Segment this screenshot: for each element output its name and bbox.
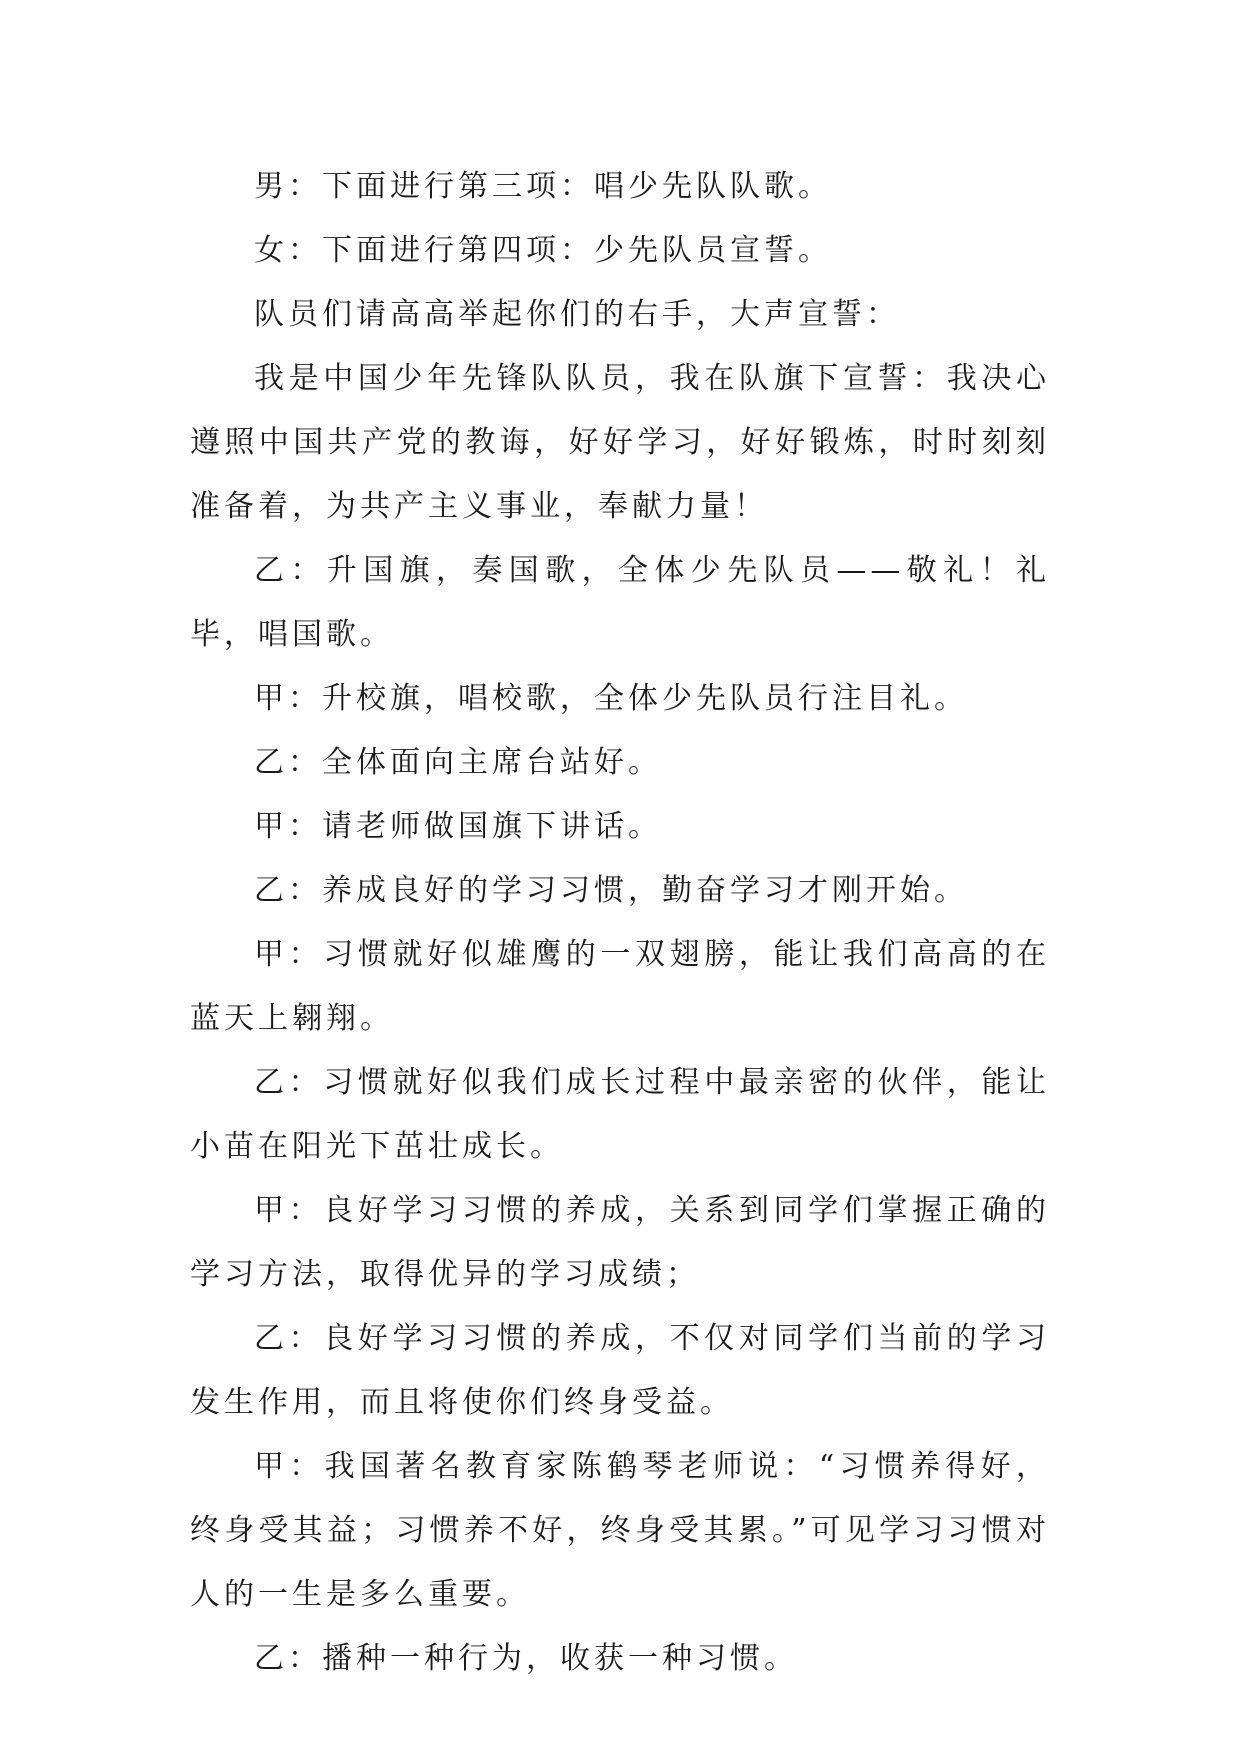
paragraph: 男：下面进行第三项：唱少先队队歌。: [254, 169, 832, 204]
paragraph: 乙：全体面向主席台站好。: [254, 745, 662, 780]
paragraph: 乙：习惯就好似我们成长过程中最亲密的伙伴，能让小苗在阳光下茁壮成长。: [190, 1065, 1050, 1164]
paragraph: 甲：我国著名教育家陈鹤琴老师说：“习惯养得好，终身受其益；习惯养不好，终身受其累。”可见学习习惯对人的一生是多么重要。: [190, 1449, 1050, 1612]
paragraph: 乙：良好学习习惯的养成，不仅对同学们当前的学习发生作用，而且将使你们终身受益。: [190, 1321, 1050, 1420]
document-body: [190, 155, 1050, 1691]
paragraph: 甲：习惯就好似雄鹰的一双翅膀，能让我们高高的在蓝天上翱翔。: [190, 937, 1050, 1036]
paragraph: 乙：升国旗，奏国歌，全体少先队员——敬礼！礼毕，唱国歌。: [190, 553, 1050, 652]
paragraph: 女：下面进行第四项：少先队员宣誓。: [254, 233, 832, 268]
paragraph: 乙：养成良好的学习习惯，勤奋学习才刚开始。: [254, 873, 968, 908]
paragraph: 甲：请老师做国旗下讲话。: [254, 809, 662, 844]
paragraph: 队员们请高高举起你们的右手，大声宣誓：: [254, 297, 900, 332]
paragraph: 甲：良好学习习惯的养成，关系到同学们掌握正确的学习方法，取得优异的学习成绩；: [190, 1193, 1050, 1292]
paragraph: 我是中国少年先锋队队员，我在队旗下宣誓：我决心遵照中国共产党的教诲，好好学习，好好锻炼，时时刻刻准备着，为共产主义事业，奉献力量！: [190, 361, 1050, 524]
paragraph: 乙：播种一种行为，收获一种习惯。: [254, 1641, 798, 1676]
paragraph: 甲：升校旗，唱校歌，全体少先队员行注目礼。: [254, 681, 968, 716]
